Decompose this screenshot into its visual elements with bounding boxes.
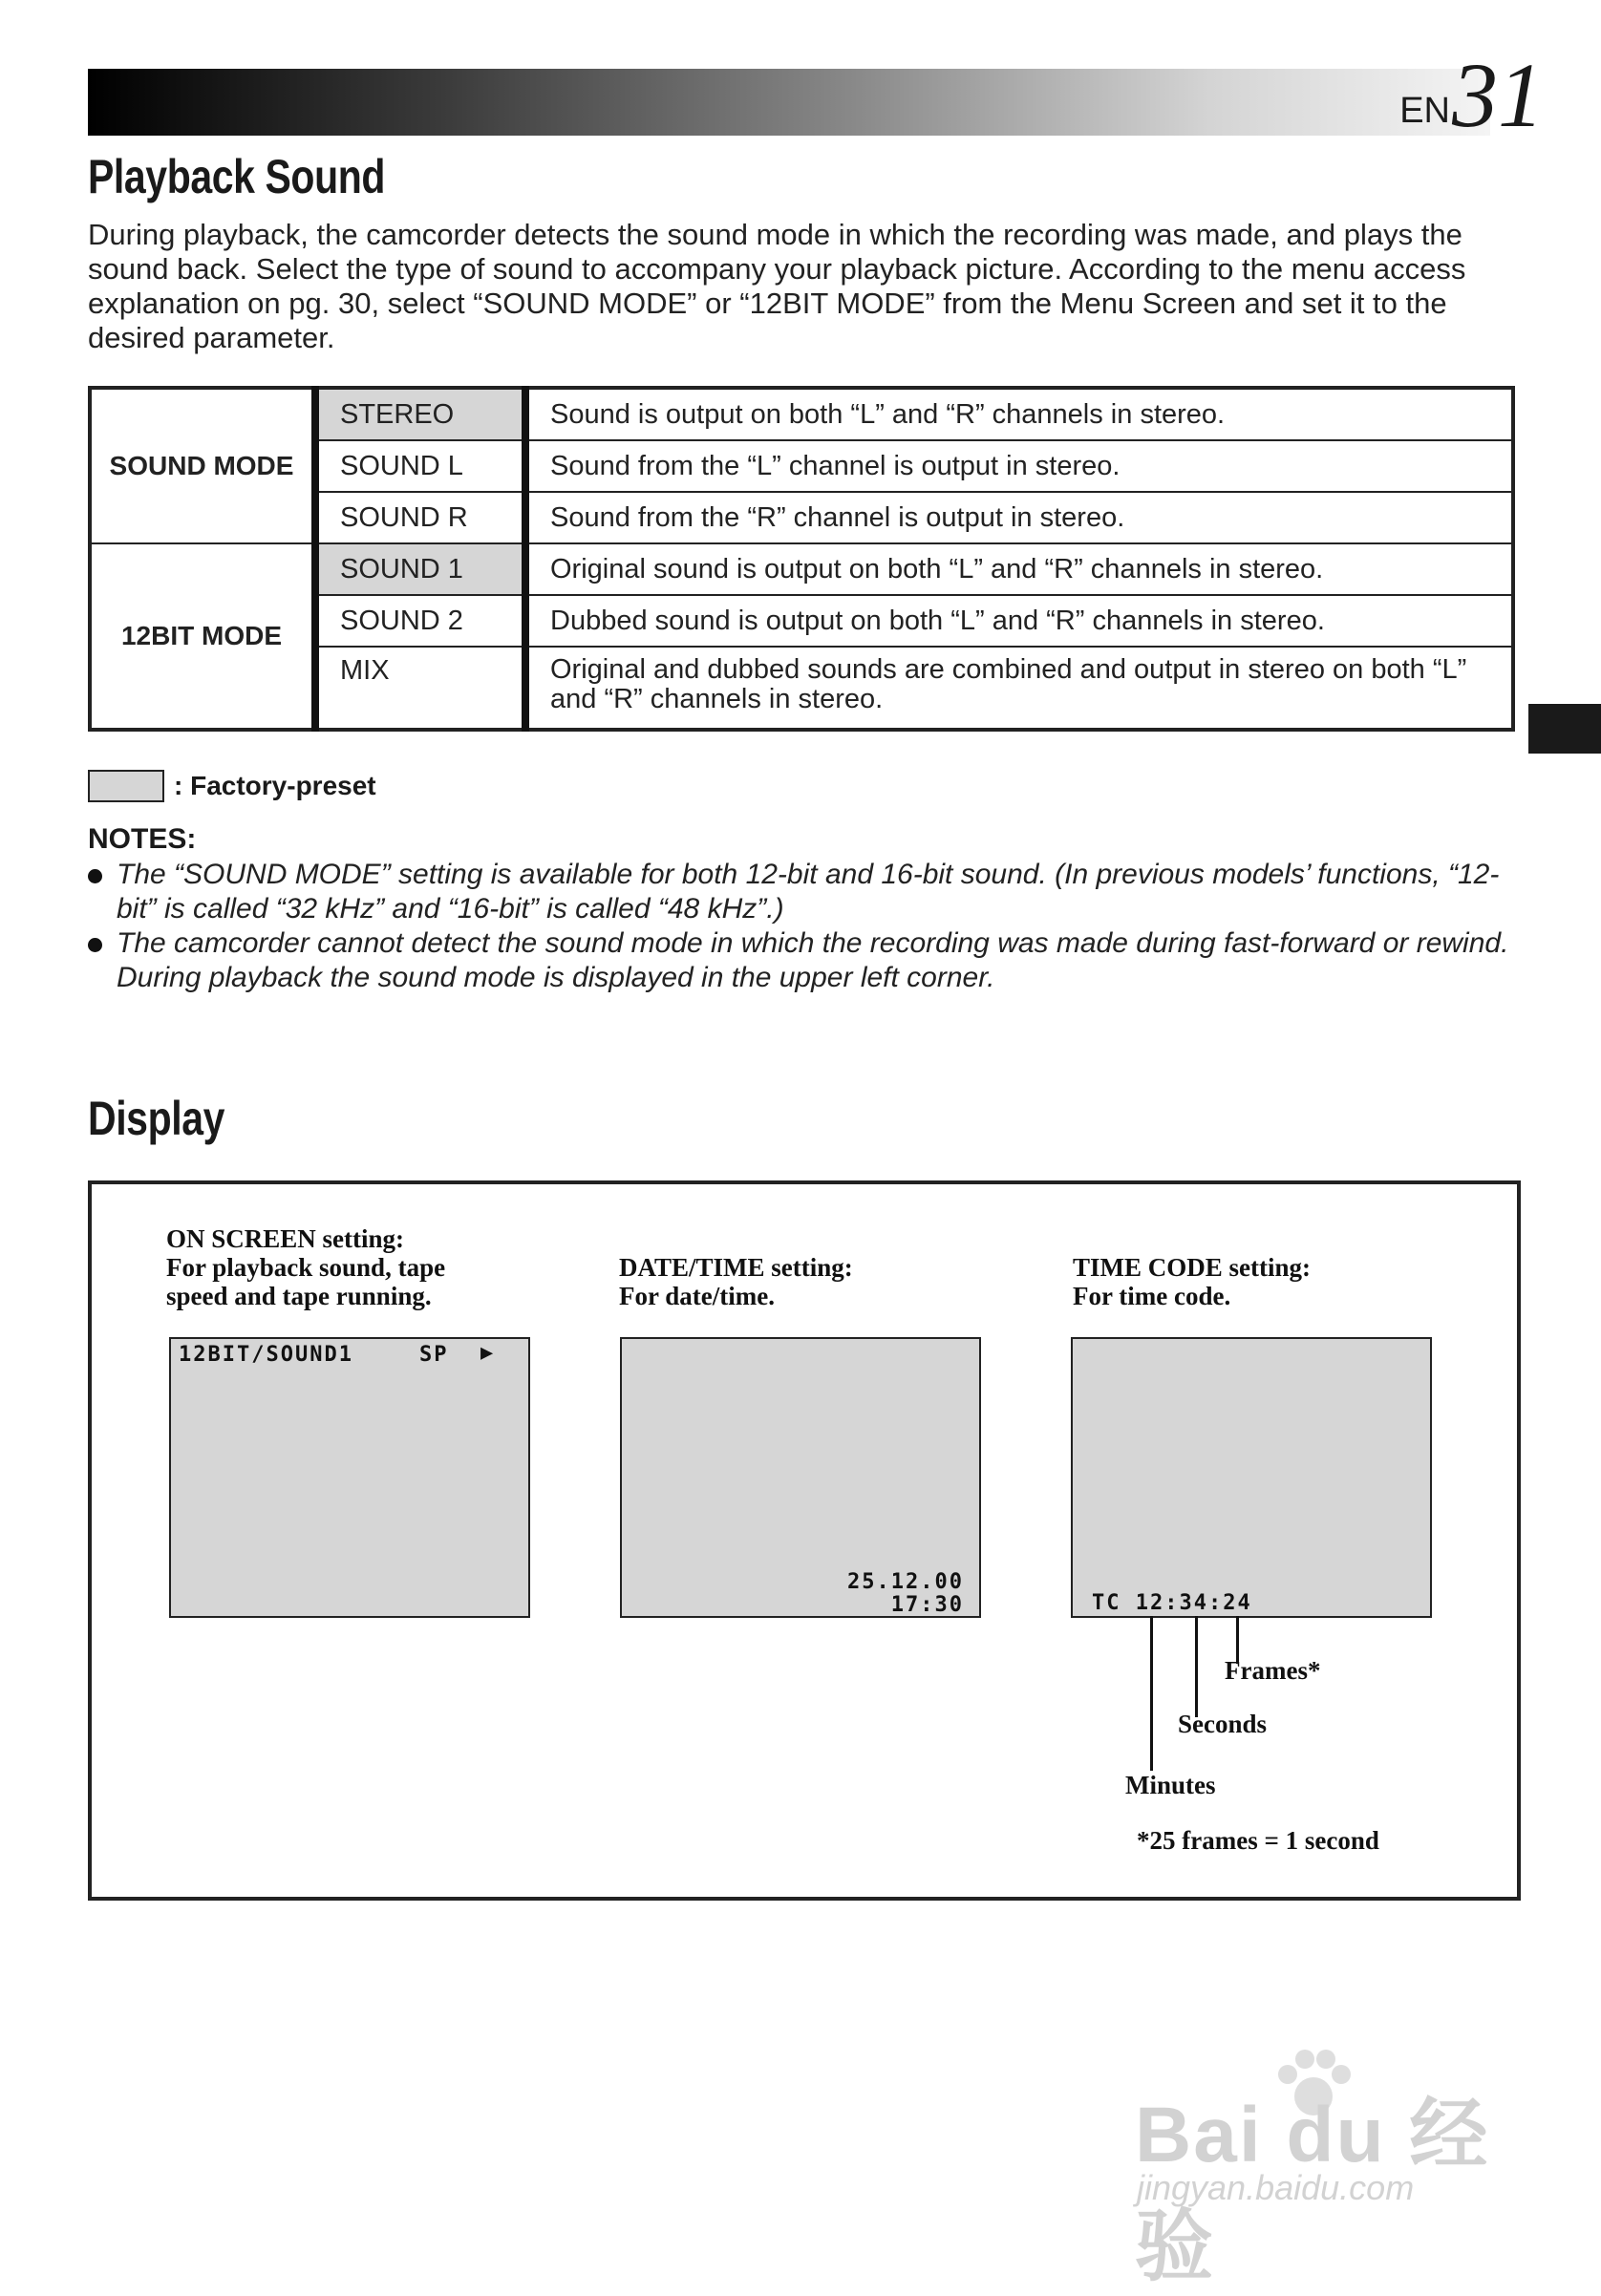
time-code-caption (1073, 1253, 1311, 1310)
description-cell: Sound from the “R” channel is output in stereo. (525, 492, 1513, 543)
description-cell: Original and dubbed sounds are combined and output in stereo on both “L” and “R” channels in stereo. (525, 647, 1513, 730)
group-sound-mode: SOUND MODE (90, 388, 315, 543)
seconds-pointer-line (1195, 1616, 1198, 1717)
frames-footnote: *25 frames = 1 second (1137, 1826, 1379, 1855)
caption-line: TIME CODE setting: (1073, 1253, 1311, 1282)
header-gradient-bar (88, 69, 1490, 136)
option-cell: SOUND L (315, 440, 525, 492)
watermark-brand: Bai du 经验 (1135, 2092, 1490, 2290)
time-code-monitor (1071, 1337, 1432, 1618)
note-text: The camcorder cannot detect the sound mode in which the recording was made during fast-forward or rewind. During playback the sound mode is displayed in the upper left corner. (117, 927, 1509, 993)
caption-line: For time code. (1073, 1282, 1231, 1310)
bullet-icon (88, 938, 102, 952)
osd-date: 25.12.00 (847, 1570, 964, 1594)
table-row (90, 388, 1513, 440)
osd-tape-speed: SP (419, 1343, 449, 1367)
minutes-label: Minutes (1125, 1771, 1216, 1799)
caption-line: For date/time. (619, 1282, 775, 1310)
bullet-icon (88, 869, 102, 883)
option-cell: SOUND 2 (315, 595, 525, 647)
on-screen-monitor (169, 1337, 530, 1618)
intro-paragraph: During playback, the camcorder detects the sound mode in which the recording was made, and plays the sound back. Select the type of sound to accompany your playback picture. According to the menu access explanation on pg. 30, select “SOUND MODE” or “12BIT MODE” from the Menu Screen and set it to the desired parameter. (88, 218, 1466, 354)
osd-time-code: TC 12:34:24 (1092, 1591, 1252, 1615)
option-cell: SOUND 1 (315, 543, 525, 595)
caption-line: DATE/TIME setting: (619, 1253, 853, 1282)
caption-line: ON SCREEN setting: (166, 1224, 405, 1253)
option-cell: MIX (315, 647, 525, 730)
preset-swatch (88, 770, 164, 802)
note-text: The “SOUND MODE” setting is available for both 12-bit and 16-bit sound. (In previous models’ functions, “12-bit” is called “32 kHz” and “16-bit” is called “48 kHz”.) (117, 859, 1500, 925)
list-item (88, 858, 1530, 926)
date-time-caption (619, 1253, 853, 1310)
option-cell: SOUND R (315, 492, 525, 543)
list-item (88, 926, 1530, 995)
on-screen-caption (166, 1224, 445, 1310)
baidu-watermark (1127, 2044, 1528, 2290)
seconds-label: Seconds (1178, 1710, 1268, 1738)
legend-label: : Factory-preset (174, 771, 376, 800)
minutes-pointer-line (1150, 1616, 1153, 1771)
osd-sound-mode: 12BIT/SOUND1 (179, 1343, 353, 1367)
date-time-monitor (620, 1337, 981, 1618)
frames-label: Frames* (1225, 1656, 1321, 1685)
factory-preset-legend (88, 770, 376, 802)
section-title-display: Display (88, 1092, 224, 1145)
description-cell: Sound from the “L” channel is output in stereo. (525, 440, 1513, 492)
description-cell: Original sound is output on both “L” and “R” channels in stereo. (525, 543, 1513, 595)
page-lang-label: EN (1399, 91, 1450, 131)
watermark-url: jingyan.baidu.com (1137, 2168, 1415, 2207)
group-12bit-mode: 12BIT MODE (90, 543, 315, 730)
page-number-value: 31 (1452, 44, 1544, 146)
description-cell: Sound is output on both “L” and “R” channels in stereo. (525, 388, 1513, 440)
caption-line: For playback sound, tape (166, 1253, 446, 1282)
section-title-playback-sound: Playback Sound (88, 150, 385, 203)
description-cell: Dubbed sound is output on both “L” and “R” channels in stereo. (525, 595, 1513, 647)
caption-line: speed and tape running. (166, 1282, 432, 1310)
option-cell: STEREO (315, 388, 525, 440)
chapter-tab-marker (1528, 704, 1601, 754)
play-icon: ▶ (480, 1341, 496, 1365)
notes-title: NOTES: (88, 823, 197, 855)
table-row (90, 543, 1513, 595)
page-number (1399, 44, 1544, 146)
sound-mode-table (88, 386, 1515, 732)
osd-time: 17:30 (890, 1593, 964, 1617)
notes-list (88, 858, 1530, 995)
